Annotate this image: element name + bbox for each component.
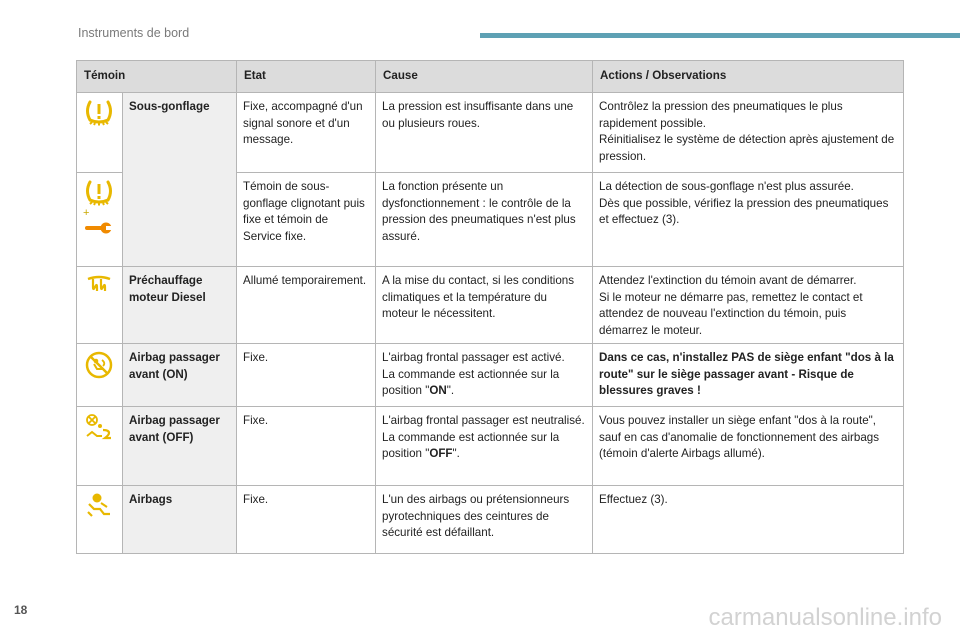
passenger-airbag-off-icon — [83, 413, 115, 443]
passenger-airbag-on-icon — [84, 350, 114, 380]
state-cell: Allumé temporairement. — [237, 267, 376, 344]
lamp-name: Airbag passager avant (OFF) — [123, 407, 237, 486]
column-header-actions: Actions / Observations — [593, 61, 904, 93]
state-cell: Fixe. — [237, 486, 376, 554]
table-row — [77, 407, 904, 486]
lamp-name: Préchauffage moteur Diesel — [123, 267, 237, 344]
cause-line: L'airbag frontal passager est neutralisé. — [382, 414, 585, 427]
action-cell — [593, 93, 904, 173]
action-line: La détection de sous-gonflage n'est plus assurée. — [599, 180, 854, 193]
cause-cell — [376, 344, 593, 407]
cause-cell: La fonction présente un dysfonctionnement : le contrôle de la pression des pneumatiques n'est plus assuré. — [376, 173, 593, 267]
switch-position-value: OFF — [429, 447, 453, 460]
cause-cell — [376, 407, 593, 486]
cause-text: La commande est actionnée sur la position " — [382, 367, 560, 397]
lamp-name: Airbags — [123, 486, 237, 554]
cause-cell: L'un des airbags ou prétensionneurs pyrotechniques des ceintures de sécurité est défaillant. — [376, 486, 593, 554]
cause-cell: A la mise du contact, si les conditions climatiques et la température du moteur le nécessitent. — [376, 267, 593, 344]
icon-cell — [77, 93, 123, 173]
cause-text: ". — [446, 384, 455, 397]
table-row — [77, 344, 904, 407]
action-line: Réinitialisez le système de détection après ajustement de pression. — [599, 133, 895, 163]
lamp-name: Airbag passager avant (ON) — [123, 344, 237, 407]
warning-text: Dans ce cas, n'installez PAS de siège enfant "dos à la route" sur le siège passager avant - Risque de blessures graves ! — [599, 351, 894, 397]
column-header-etat: Etat — [237, 61, 376, 93]
tyre-pressure-warning-icon — [84, 179, 114, 207]
table-row — [77, 93, 904, 173]
action-cell: Vous pouvez installer un siège enfant "dos à la route", sauf en cas d'anomalie de fonctionnement des airbags (témoin d'alerte Airbags allumé). — [593, 407, 904, 486]
column-header-cause: Cause — [376, 61, 593, 93]
state-cell: Fixe, accompagné d'un signal sonore et d'un message. — [237, 93, 376, 173]
page-number: 18 — [14, 603, 28, 617]
state-cell: Témoin de sous-gonflage clignotant puis fixe et témoin de Service fixe. — [237, 173, 376, 267]
icon-cell — [77, 267, 123, 344]
tyre-pressure-warning-icon — [84, 99, 114, 127]
cause-text: La commande est actionnée sur la position " — [382, 430, 560, 460]
action-cell — [593, 344, 904, 407]
action-line: Attendez l'extinction du témoin avant de démarrer. — [599, 274, 857, 287]
cause-line — [382, 367, 585, 400]
header-accent-bar — [480, 33, 960, 38]
warning-lamps-table — [76, 60, 904, 554]
icon-cell — [77, 344, 123, 407]
switch-position-value: ON — [429, 384, 447, 397]
action-line: Si le moteur ne démarre pas, remettez le contact et attendez de nouveau l'extinction du témoin, puis démarrez le moteur. — [599, 290, 863, 337]
wrench-icon — [84, 220, 114, 236]
action-cell — [593, 267, 904, 344]
state-cell: Fixe. — [237, 407, 376, 486]
icon-cell — [77, 486, 123, 554]
cause-text: ". — [452, 447, 460, 460]
table-row — [77, 486, 904, 554]
action-line: Contrôlez la pression des pneumatiques le plus rapidement possible. — [599, 100, 843, 130]
cause-line: L'airbag frontal passager est activé. — [382, 351, 565, 364]
airbag-fault-icon — [84, 492, 114, 518]
action-cell: Effectuez (3). — [593, 486, 904, 554]
table-header-row — [77, 61, 904, 93]
cause-line — [382, 430, 585, 463]
icon-cell — [77, 407, 123, 486]
icon-cell — [77, 173, 123, 267]
table-row — [77, 267, 904, 344]
cause-cell: La pression est insuffisante dans une ou plusieurs roues. — [376, 93, 593, 173]
section-title: Instruments de bord — [78, 26, 190, 40]
glow-plug-icon — [84, 273, 114, 295]
lamp-name: Sous-gonflage — [123, 93, 237, 267]
column-header-temoin: Témoin — [77, 61, 237, 93]
plus-sign: + — [83, 207, 90, 219]
action-cell — [593, 173, 904, 267]
action-line: Dès que possible, vérifiez la pression des pneumatiques et effectuez (3). — [599, 196, 889, 226]
state-cell: Fixe. — [237, 344, 376, 407]
watermark-text: carmanualsonline.info — [708, 604, 942, 631]
